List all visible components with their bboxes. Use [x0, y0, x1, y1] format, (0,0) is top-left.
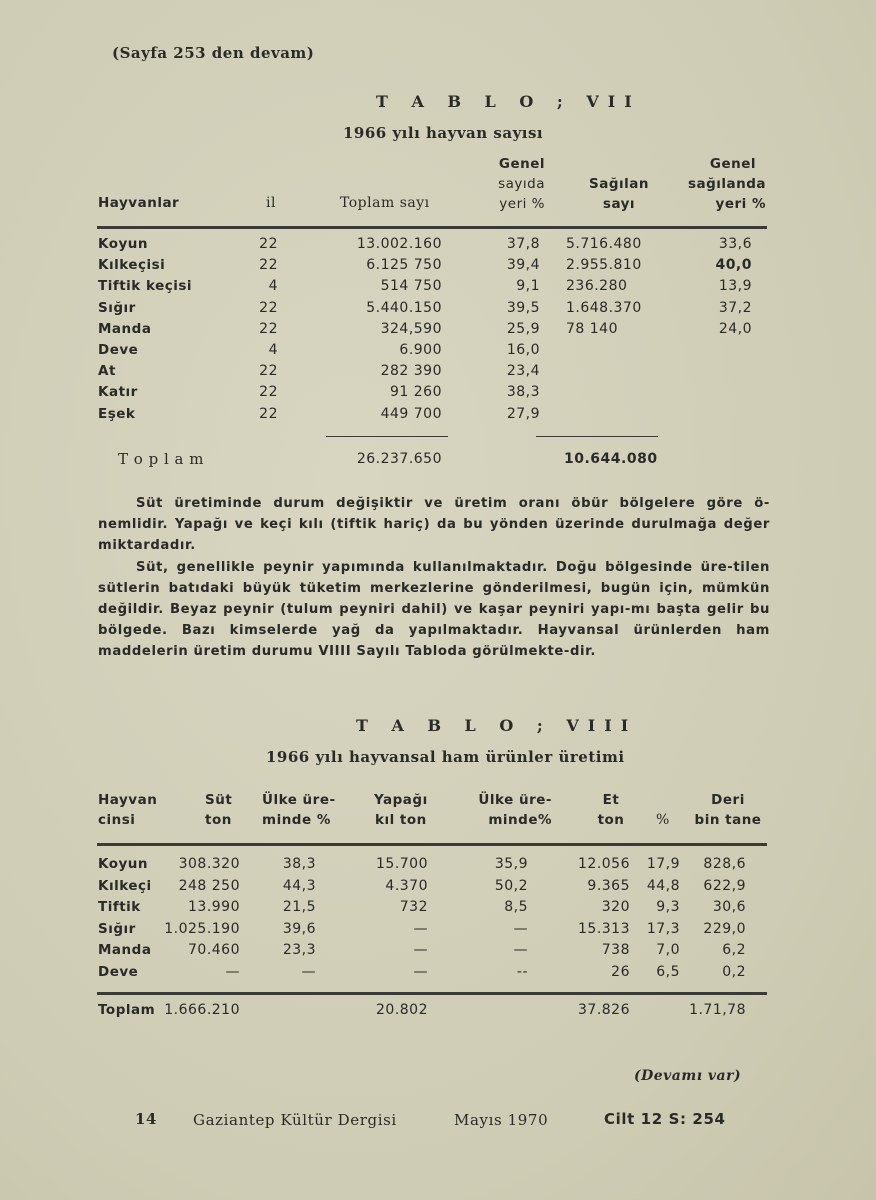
- table7-total-rule-2: [536, 436, 658, 437]
- table7-header-rank-line1: Genel: [498, 156, 545, 172]
- table8-total-meat: 37.826: [578, 1002, 630, 1018]
- table8-header-share-line2: minde %: [262, 812, 331, 828]
- table7-cell-milk-rank: 40,0: [715, 257, 752, 274]
- table7-cell-rank: 23,4: [506, 363, 540, 380]
- table7-cell-rank: 9,1: [516, 278, 540, 295]
- table7-cell-name: Deve: [98, 342, 139, 358]
- table7-cell-rank: 16,0: [506, 342, 540, 358]
- table7-cell-rank: 27,9: [506, 405, 540, 422]
- footer-volume: Cilt 12 S: 254: [604, 1110, 726, 1128]
- table7-header-rank-line3: yeri %: [499, 196, 545, 212]
- table8-cell-pct: 6,5: [656, 963, 680, 980]
- table7-header-milked-line1: Sağılan: [589, 176, 649, 192]
- table7-cell-rank: 25,9: [506, 320, 540, 337]
- table8-header-milk-line1: Süt: [205, 792, 233, 808]
- footer-page-number: 14: [135, 1110, 158, 1128]
- table8-cell-wshare: —: [513, 920, 528, 937]
- table8-total-wool: 20.802: [376, 1002, 428, 1018]
- table8-total-hide: 1.71,78: [689, 1002, 746, 1018]
- table7-cell-name: Manda: [98, 320, 152, 337]
- table8-header-share-line1: Ülke üre-: [262, 792, 336, 808]
- table8-cell-pct: 7,0: [656, 942, 680, 958]
- table7-cell-rank: 38,3: [506, 384, 540, 401]
- table7-cell-total: 5.440.150: [366, 299, 442, 316]
- table8-cell-name: Koyun: [98, 856, 149, 872]
- table7-cell-il: 22: [259, 320, 278, 337]
- table7-cell-il: 4: [268, 278, 278, 295]
- table7-cell-il: 22: [259, 405, 278, 422]
- table8-subtitle: 1966 yılı hayvansal ham ürünler üretimi: [266, 748, 625, 766]
- table8-header-type: [98, 790, 157, 830]
- table8-cell-hide: 30,6: [712, 899, 746, 915]
- table8-header-wool-share: [470, 790, 552, 830]
- table8-cell-meat: 738: [601, 942, 630, 958]
- table8-header-meat-line2: ton: [597, 812, 625, 828]
- footer-journal: Gaziantep Kültür Dergisi: [193, 1111, 397, 1129]
- table8-cell-wool: —: [413, 942, 428, 958]
- table7-header-milked: [584, 174, 654, 214]
- table8-header-rule: [97, 843, 767, 846]
- table8-cell-pct: 17,9: [646, 856, 680, 872]
- table8-cell-wool: 15.700: [376, 856, 428, 872]
- table8-cell-wool: —: [413, 963, 428, 980]
- table8-cell-wshare: 50,2: [494, 877, 528, 894]
- table8-header-hide-line1: Deri: [711, 792, 745, 808]
- table7-cell-name: Koyun: [98, 236, 149, 252]
- table7-cell-milk-rank: 13,9: [718, 278, 752, 295]
- table7-cell-il: 22: [259, 363, 278, 380]
- table7-cell-rank: 39,4: [506, 257, 540, 274]
- paragraph-2-text: Süt, genellikle peynir yapımında kullanılmaktadır. Doğu bölgesinde üre-tilen sütlerin batıdaki büyük tüketim merkezlerine gönderilmesi, bugün için, mümkün değildir. Beyaz peynir (tulum peyniri dahil) ve kaşar peyniri yapı-mı başta gelir bu bölgede. Bazı kimselerde yağ da yapılmaktadır. Hayvansal ürünlerden ham maddelerin üretim durumu VIIII Sayılı Tabloda görülmekte-dir.: [98, 560, 770, 659]
- table7-cell-milk-rank: 33,6: [718, 236, 752, 252]
- table7-header-milked-line2: sayı: [602, 196, 636, 212]
- table8-cell-share: —: [301, 963, 316, 980]
- table7-cell-milked: 5.716.480: [566, 236, 642, 252]
- table8-cell-wshare: —: [513, 942, 528, 958]
- table7-cell-name: Tiftik keçisi: [98, 278, 193, 295]
- table8-cell-wool: —: [413, 920, 428, 937]
- table8-cell-name: Deve: [98, 963, 139, 980]
- table7-cell-il: 4: [268, 342, 278, 358]
- table7-cell-name: Eşek: [98, 405, 136, 422]
- table7-cell-total: 13.002.160: [356, 236, 442, 252]
- table8-header-wool-share-line1: Ülke üre-: [478, 792, 552, 808]
- table8-cell-hide: 6,2: [722, 942, 746, 958]
- table8-cell-hide: 622,9: [703, 877, 746, 894]
- table8-header-wool-share-line2: minde%: [488, 812, 552, 828]
- table7-header-rank-line2: sayıda: [498, 176, 545, 192]
- table8-cell-pct: 9,3: [656, 899, 680, 915]
- table8-cell-share: 21,5: [282, 899, 316, 915]
- table8-cell-milk: 13.990: [188, 899, 240, 915]
- table8-header-share: [262, 790, 336, 830]
- table8-cell-milk: —: [225, 963, 240, 980]
- table8-cell-pct: 44,8: [646, 877, 680, 894]
- table7-cell-total: 6.125 750: [366, 257, 442, 274]
- table8-header-hide: [690, 790, 766, 830]
- table7-title: T A B L O ; VII: [376, 92, 641, 111]
- table7-cell-il: 22: [259, 236, 278, 252]
- table8-header-meat: [596, 790, 626, 830]
- table8-header-milk: [205, 790, 232, 830]
- table7-cell-name: Sığır: [98, 299, 136, 316]
- table8-cell-share: 38,3: [282, 856, 316, 872]
- table8-cell-wshare: --: [516, 963, 528, 980]
- table7-header-milk-rank-line2: sağılanda: [687, 176, 766, 192]
- table7-cell-milked: 1.648.370: [566, 299, 642, 316]
- table7-cell-name: Katır: [98, 384, 138, 401]
- table7-cell-il: 22: [259, 299, 278, 316]
- table7-subtitle: 1966 yılı hayvan sayısı: [343, 124, 544, 142]
- table7-header-rule: [97, 226, 767, 229]
- paragraph-1-text: Süt üretiminde durum değişiktir ve üretim oranı öbür bölgelere göre ö-nemlidir. Yapağı ve keçi kılı (tiftik hariç) da bu yönden üzerinde durulmağa değer miktardadır.: [98, 496, 770, 553]
- table8-cell-meat: 320: [601, 899, 630, 915]
- table7-header-milk-rank-line3: yeri %: [715, 196, 766, 212]
- table8-header-wool-line2: kıl ton: [374, 812, 427, 828]
- table8-cell-name: Tiftik: [98, 899, 141, 915]
- table8-cell-name: Manda: [98, 942, 152, 958]
- table7-cell-il: 22: [259, 384, 278, 401]
- table8-cell-share: 39,6: [282, 920, 316, 937]
- table7-cell-total: 6.900: [399, 342, 442, 358]
- table7-cell-total: 324,590: [380, 320, 442, 337]
- table8-cell-wshare: 35,9: [494, 856, 528, 872]
- table8-header-type-line2: cinsi: [98, 812, 136, 828]
- table7-total-rule-1: [326, 436, 448, 437]
- table8-header-meat-line1: Et: [602, 792, 620, 808]
- table7-header-milk-rank-line1: Genel: [709, 156, 756, 172]
- table7-cell-milked: 236.280: [566, 278, 628, 295]
- table7-cell-milk-rank: 37,2: [718, 299, 752, 316]
- table8-cell-meat: 26: [611, 963, 630, 980]
- table7-cell-rank: 37,8: [506, 236, 540, 252]
- table8-header-wool: [374, 790, 428, 830]
- table8-cell-share: 44,3: [282, 877, 316, 894]
- table8-header-hide-line2: bin tane: [694, 812, 762, 828]
- table8-cell-wool: 732: [399, 899, 428, 915]
- table8-total-milk: 1.666.210: [164, 1002, 240, 1018]
- table7-cell-name: Kılkeçisi: [98, 257, 166, 274]
- table7-cell-total: 282 390: [380, 363, 442, 380]
- table7-cell-total: 449 700: [380, 405, 442, 422]
- table7-cell-rank: 39,5: [506, 299, 540, 316]
- table8-cell-meat: 12.056: [578, 856, 630, 872]
- table8-cell-milk: 70.460: [188, 942, 240, 958]
- table8-cell-meat: 15.313: [578, 920, 630, 937]
- table7-header-rank: [480, 154, 545, 214]
- table8-cell-name: Sığır: [98, 920, 136, 937]
- table7-total-label: T o p l a m: [118, 450, 204, 468]
- table8-cell-share: 23,3: [282, 942, 316, 958]
- table8-header-wool-line1: Yapağı: [374, 792, 428, 808]
- table7-header-animals: Hayvanlar: [98, 195, 180, 211]
- table8-cell-wool: 4.370: [385, 877, 428, 894]
- table7-cell-total: 514 750: [380, 278, 442, 295]
- continued-from-note: (Sayfa 253 den devam): [112, 44, 315, 62]
- table7-cell-milked: 78 140: [566, 320, 618, 337]
- table7-total-value: 26.237.650: [356, 451, 442, 467]
- table7-header-province: il: [266, 195, 276, 211]
- table7-header-milk-rank: [684, 154, 766, 214]
- table8-cell-milk: 1.025.190: [164, 920, 240, 937]
- table7-cell-total: 91 260: [390, 384, 442, 401]
- table7-header-total: Toplam sayı: [340, 195, 430, 211]
- paragraph-1: [98, 493, 770, 556]
- continued-note: (Devamı var): [634, 1068, 742, 1084]
- table7-cell-name: At: [98, 363, 116, 380]
- table8-cell-milk: 248 250: [178, 877, 240, 894]
- table8-total-label: Toplam: [98, 1002, 156, 1018]
- footer-date: Mayıs 1970: [454, 1111, 549, 1129]
- table8-header-type-line1: Hayvan: [98, 792, 158, 808]
- table7-cell-milked: 2.955.810: [566, 257, 642, 274]
- table8-header-milk-line2: ton: [205, 812, 232, 828]
- table7-total-milked: 10.644.080: [564, 451, 658, 467]
- table8-cell-hide: 0,2: [722, 963, 746, 980]
- table7-cell-il: 22: [259, 257, 278, 274]
- table8-cell-pct: 17,3: [646, 920, 680, 937]
- table8-header-pct: %: [656, 812, 670, 828]
- table8-cell-meat: 9.365: [587, 877, 630, 894]
- paragraph-2: [98, 557, 770, 662]
- table8-cell-milk: 308.320: [178, 856, 240, 872]
- table8-cell-hide: 828,6: [703, 856, 746, 872]
- table8-cell-wshare: 8,5: [504, 899, 528, 915]
- table8-cell-name: Kılkeçi: [98, 877, 152, 894]
- table8-cell-hide: 229,0: [703, 920, 746, 937]
- table8-total-rule: [97, 992, 767, 995]
- table7-cell-milk-rank: 24,0: [718, 320, 752, 337]
- table8-title: T A B L O ; VIII: [356, 716, 638, 735]
